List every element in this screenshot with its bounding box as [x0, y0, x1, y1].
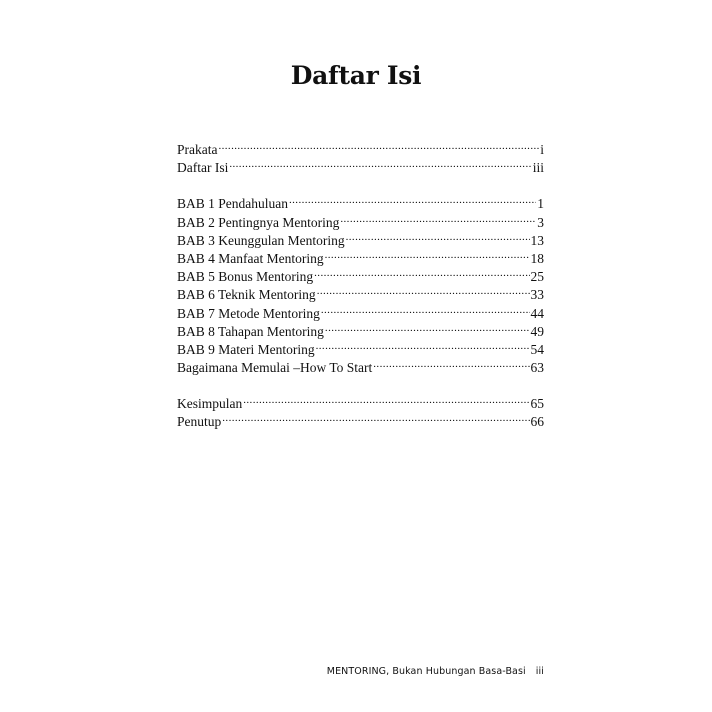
toc-entry — [177, 136, 544, 157]
dot-leader — [218, 136, 539, 154]
dot-leader — [229, 154, 531, 172]
toc-entry-label: BAB 9 Materi Mentoring — [177, 341, 315, 357]
toc-back-matter — [177, 390, 544, 430]
toc-entry — [177, 154, 544, 176]
toc-entry-label: BAB 2 Pentingnya Mentoring — [177, 214, 340, 230]
toc-entry-page: 54 — [530, 341, 544, 357]
dot-leader — [243, 390, 529, 408]
toc-entry-page: 63 — [530, 360, 544, 376]
dot-leader — [317, 281, 530, 299]
section-spacer — [177, 172, 544, 190]
running-footer — [327, 666, 544, 677]
toc-entry-page: 44 — [530, 305, 544, 321]
toc-entry — [177, 190, 544, 212]
footer-book-title: MENTORING, Bukan Hubungan Basa-Basi — [326, 666, 526, 677]
toc-entry-label: Prakata — [177, 142, 218, 157]
footer-page-number: iii — [535, 666, 544, 677]
toc-chapters — [177, 190, 544, 376]
toc-entry-label: Kesimpulan — [177, 396, 243, 412]
toc-entry — [177, 390, 544, 412]
toc-entry-page: 18 — [530, 250, 544, 266]
dot-leader — [346, 227, 530, 245]
toc-entry — [177, 408, 544, 430]
toc-entry-page: 3 — [537, 214, 544, 230]
toc-entry-page: 13 — [530, 232, 544, 248]
dot-leader — [325, 318, 530, 336]
toc-entry-label: BAB 4 Manfaat Mentoring — [177, 250, 324, 266]
toc-entry-page: i — [540, 142, 544, 157]
toc-entry-label: BAB 3 Keunggulan Mentoring — [177, 232, 345, 248]
dot-leader — [316, 336, 530, 354]
dot-leader — [289, 190, 536, 208]
toc-entry-label: Daftar Isi — [177, 160, 229, 176]
toc-entry-label: BAB 5 Bonus Mentoring — [177, 269, 314, 285]
toc-entry-page: iii — [532, 160, 544, 176]
toc-entry-page: 1 — [537, 196, 544, 212]
dot-leader — [314, 263, 529, 281]
toc-entry-page: 65 — [530, 396, 544, 412]
dot-leader — [325, 245, 530, 263]
toc-entry-label: BAB 6 Teknik Mentoring — [177, 287, 316, 303]
table-of-contents — [177, 136, 544, 430]
toc-entry-page: 49 — [530, 323, 544, 339]
toc-front-matter — [177, 136, 544, 176]
dot-leader — [321, 300, 530, 318]
page-title: Daftar Isi — [290, 61, 422, 90]
dot-leader — [340, 209, 536, 227]
toc-entry-label: BAB 8 Tahapan Mentoring — [177, 323, 324, 339]
toc-entry-page: 66 — [530, 414, 544, 430]
dot-leader — [373, 354, 529, 372]
toc-entry-page: 25 — [530, 269, 544, 285]
toc-entry-label: Penutup — [177, 414, 222, 430]
toc-entry-label: BAB 7 Metode Mentoring — [177, 305, 320, 321]
toc-entry-page: 33 — [530, 287, 544, 303]
dot-leader — [222, 408, 529, 426]
toc-entry-label: BAB 1 Pendahuluan — [177, 196, 288, 212]
toc-entry-label: Bagaimana Memulai –How To Start — [177, 360, 373, 376]
